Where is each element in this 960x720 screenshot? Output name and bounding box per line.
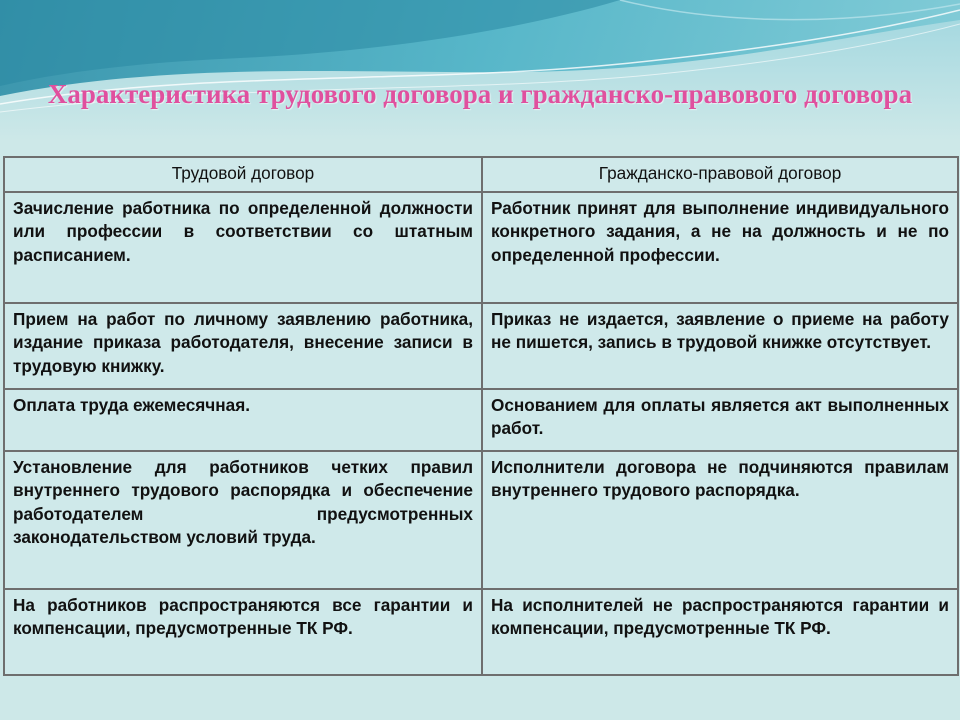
header-civil-contract: Гражданско-правовой договор	[482, 157, 958, 192]
table-row	[4, 303, 958, 389]
table-cell-left: Установление для работников четких правил внутреннего трудового распорядка и обеспечение работодателем предусмотренных законодательством условий труда.	[4, 451, 482, 589]
table-cell-left: Оплата труда ежемесячная.	[4, 389, 482, 451]
table-cell-right: Основанием для оплаты является акт выполненных работ.	[482, 389, 958, 451]
table-cell-right: Приказ не издается, заявление о приеме на работу не пишется, запись в трудовой книжке отсутствует.	[482, 303, 958, 389]
table-row	[4, 192, 958, 303]
table-cell-right: На исполнителей не распространяются гарантии и компенсации, предусмотренные ТК РФ.	[482, 589, 958, 675]
table-cell-left: На работников распространяются все гарантии и компенсации, предусмотренные ТК РФ.	[4, 589, 482, 675]
slide-title: Характеристика трудового договора и гражданско-правового договора	[47, 79, 913, 109]
header-labor-contract: Трудовой договор	[4, 157, 482, 192]
table-row	[4, 589, 958, 675]
table-row	[4, 451, 958, 589]
comparison-table	[3, 156, 959, 676]
table-cell-left: Прием на работ по личному заявлению работника, издание приказа работодателя, внесение записи в трудовую книжку.	[4, 303, 482, 389]
table-cell-right: Работник принят для выполнение индивидуального конкретного задания, а не на должность и не по определенной профессии.	[482, 192, 958, 303]
table-header-row	[4, 157, 958, 192]
table-cell-left: Зачисление работника по определенной должности или профессии в соответствии со штатным расписанием.	[4, 192, 482, 303]
table-row	[4, 389, 958, 451]
header-wave-decoration	[0, 0, 960, 140]
table-cell-right: Исполнители договора не подчиняются правилам внутреннего трудового распорядка.	[482, 451, 958, 589]
